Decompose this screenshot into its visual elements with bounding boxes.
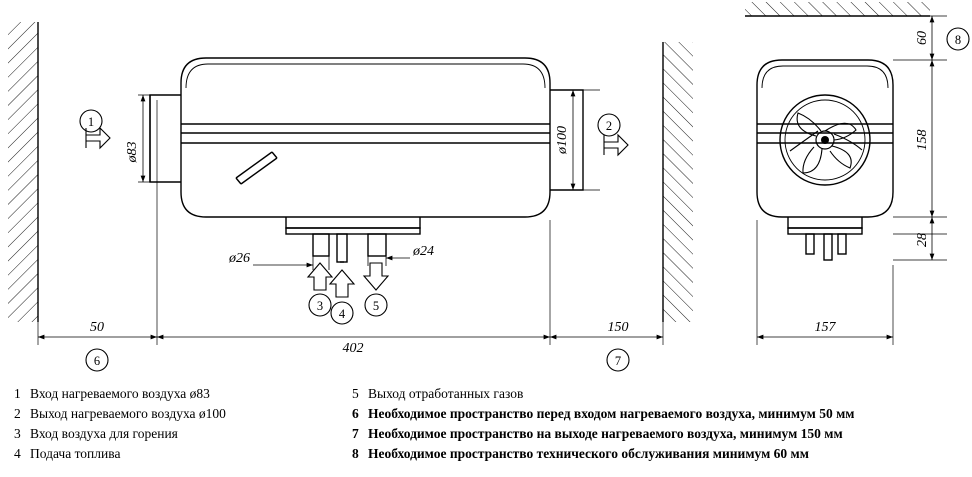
legend-item-number: 3 [14,426,21,441]
legend-item [14,444,344,464]
legend-item-number: 7 [352,426,359,441]
legend-item-text: Вход нагреваемого воздуха ø83 [30,386,210,401]
legend-item [352,444,962,464]
legend-item [352,424,962,444]
legend-item-text: Выход отработанных газов [368,386,524,401]
callout-8-group [947,28,969,50]
callout-7-group [607,349,629,371]
callout-6-label: 6 [93,354,101,368]
callout-1-label: 1 [87,115,95,129]
legend [0,378,972,477]
callout-7-label: 7 [614,354,622,368]
legend-item-number: 2 [14,406,21,421]
left-wall-hatching [8,22,38,322]
dim-label-d100: ø100 [555,126,570,154]
callout-4-group [330,270,354,324]
callout-2-label: 2 [605,119,613,133]
dim-label-d26: ø26 [229,251,250,266]
legend-item [14,384,344,404]
ceiling-hatching [745,2,930,16]
dim-label-60: 60 [915,31,930,45]
legend-item-number: 6 [352,406,359,421]
legend-item [352,404,962,424]
callout-1-group [80,110,110,148]
dim-label-157: 157 [814,320,836,335]
legend-item-number: 1 [14,386,21,401]
dim-label-28: 28 [915,233,930,247]
legend-item [352,384,962,404]
legend-item-number: 8 [352,446,359,461]
callout-3-group [308,263,332,316]
legend-item-text: Подача топлива [30,446,121,461]
callout-6-group [86,349,108,371]
callout-5-label: 5 [372,299,380,313]
dim-label-50: 50 [90,320,104,335]
dim-label-150: 150 [607,320,629,335]
legend-item-number: 5 [352,386,359,401]
dim-d83 [138,95,172,182]
legend-item-text: Вход воздуха для горения [30,426,178,441]
dim-label-d83: ø83 [125,141,140,163]
heater-side-view [150,58,583,262]
legend-item [14,424,344,444]
legend-item-number: 4 [14,446,21,461]
legend-item-text: Выход нагреваемого воздуха ø100 [30,406,226,421]
legend-item [14,404,344,424]
dim-label-158: 158 [915,129,930,151]
heater-front-view [757,60,893,260]
callout-2-group [598,114,628,155]
legend-column-left [14,384,344,464]
callout-5-group [364,263,388,316]
legend-column-right [352,384,962,464]
dim-label-402: 402 [342,341,364,356]
legend-item-text: Необходимое пространство технического обслуживания минимум 60 мм [368,446,809,461]
legend-item-text: Необходимое пространство на выходе нагреваемого воздуха, минимум 150 мм [368,426,843,441]
callout-3-label: 3 [316,299,324,313]
callout-4-label: 4 [338,307,346,321]
callout-8-label: 8 [954,33,962,47]
legend-item-text: Необходимое пространство перед входом нагреваемого воздуха, минимум 50 мм [368,406,855,421]
dim-label-d24: ø24 [413,244,434,259]
right-wall-hatching [663,42,693,322]
